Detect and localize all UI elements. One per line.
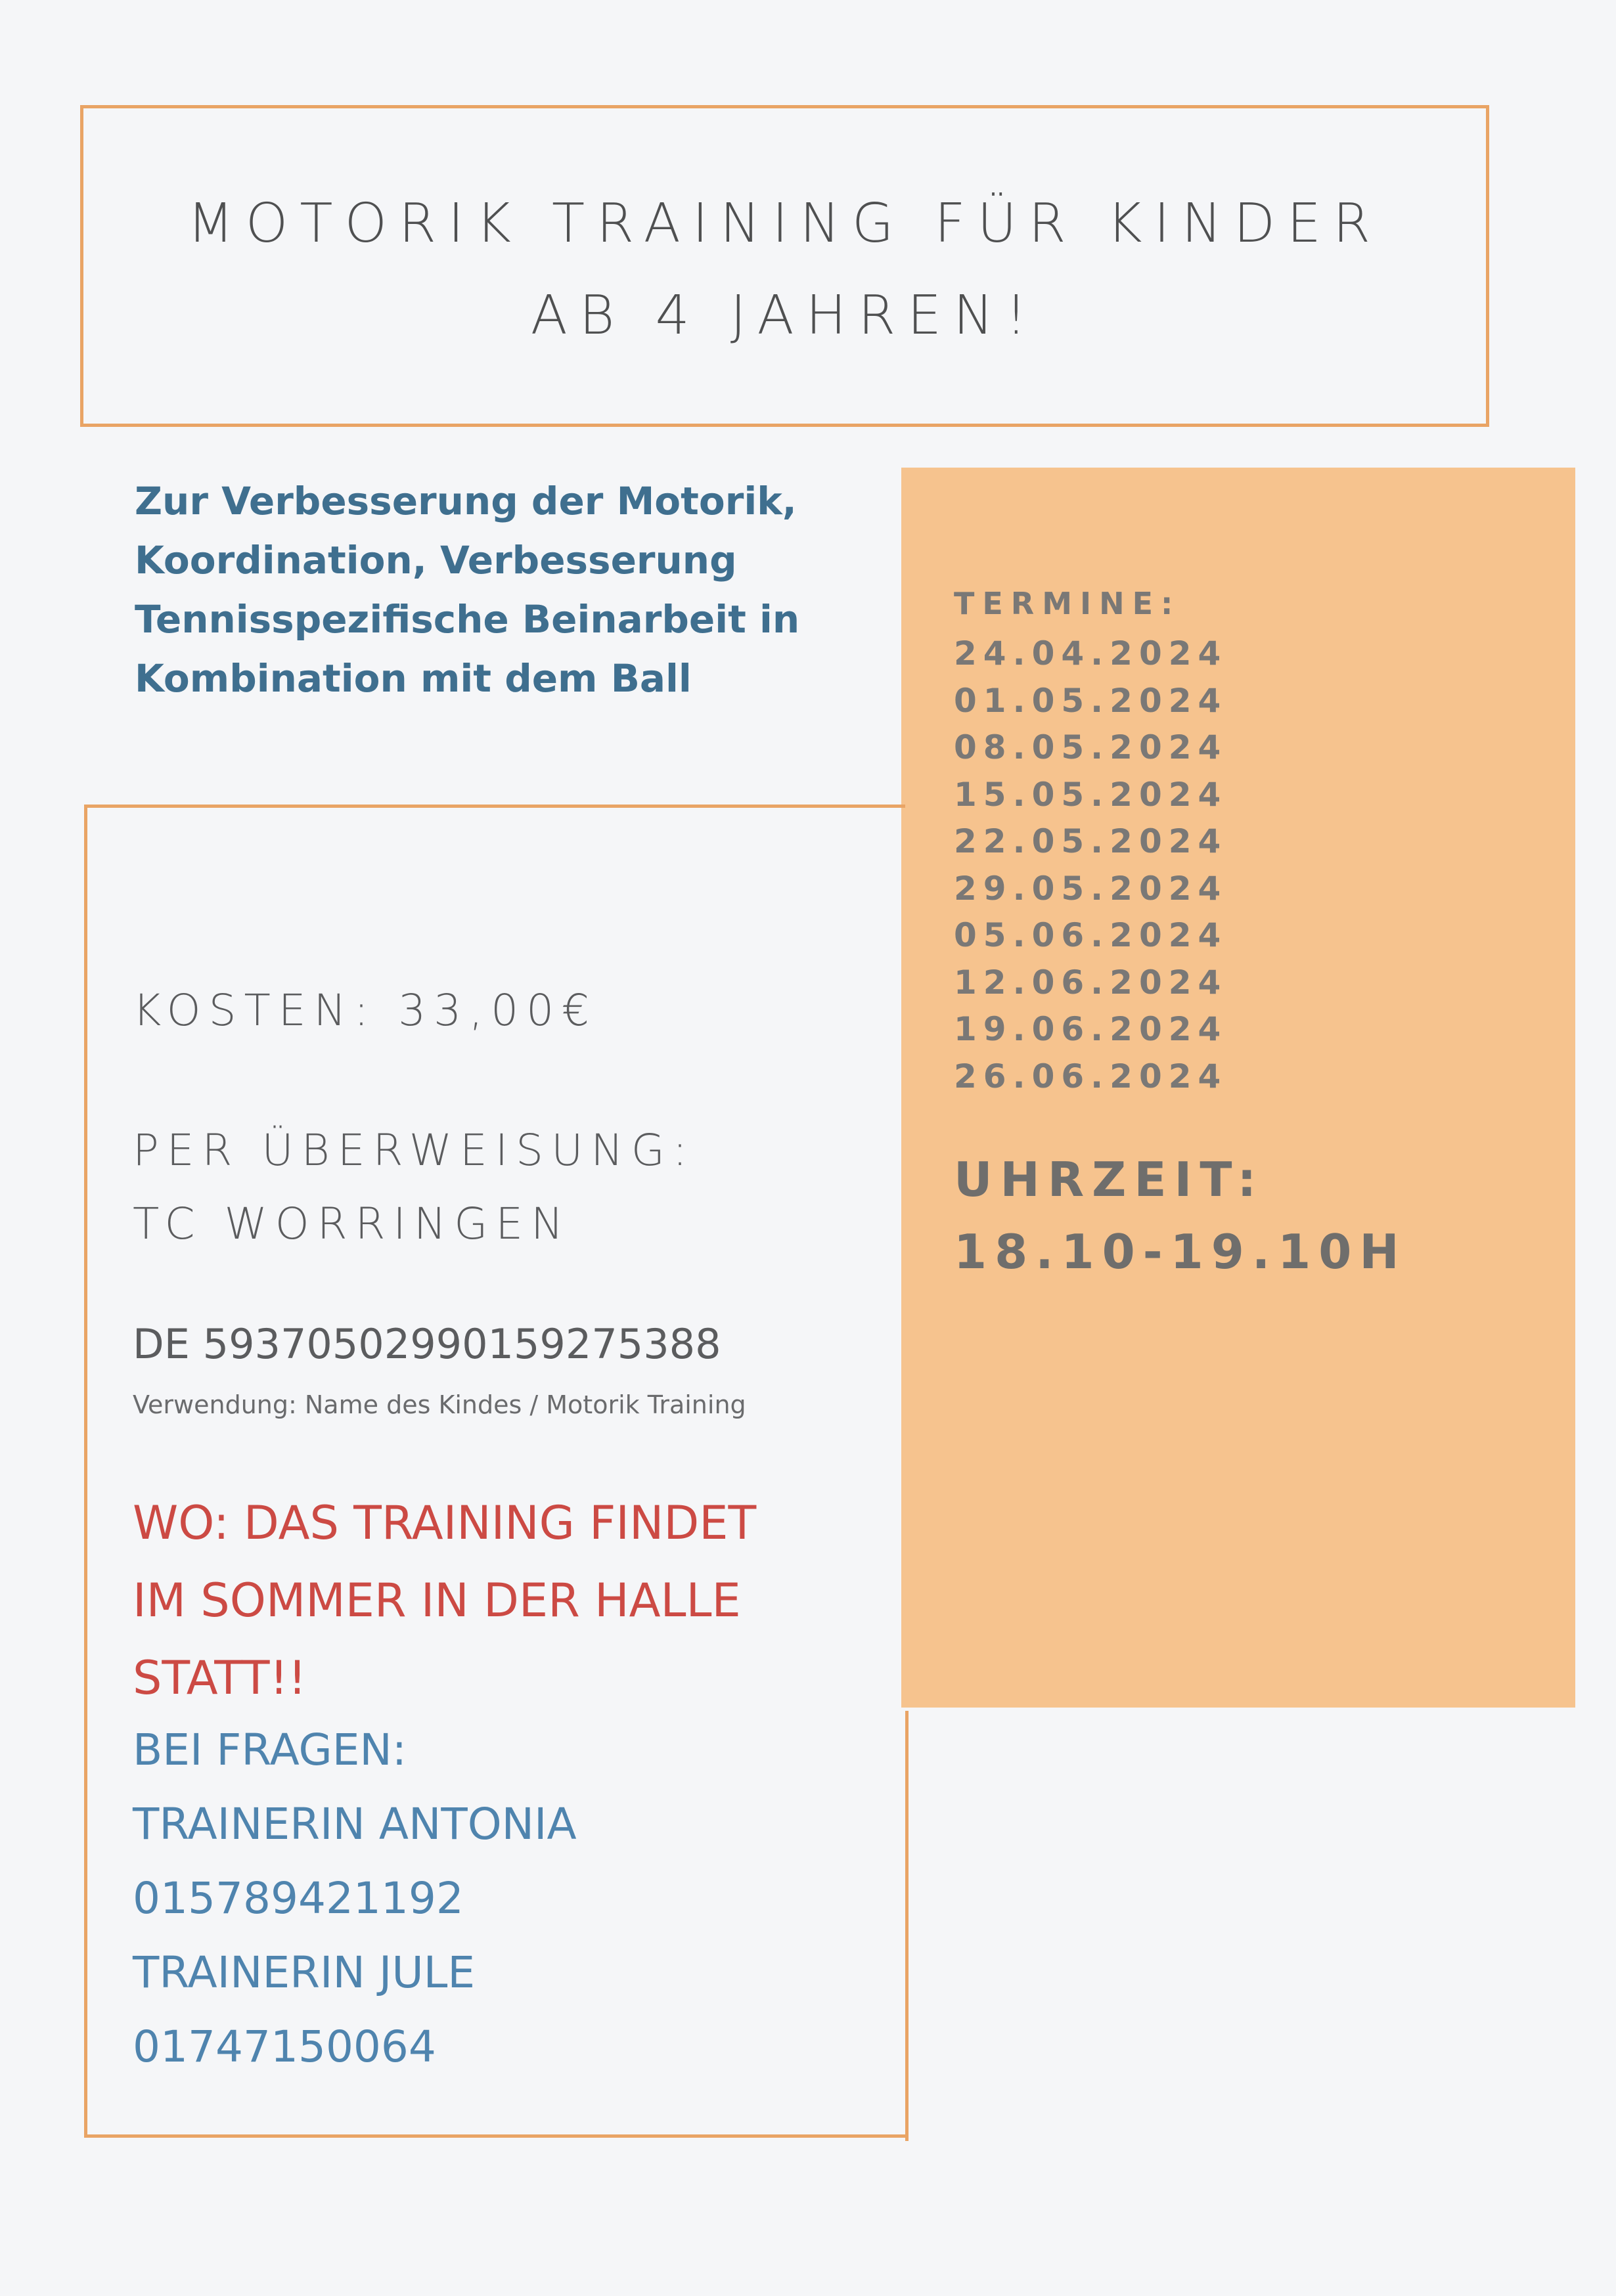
date-item: 05.06.2024 <box>954 916 1228 954</box>
title-line-1: MOTORIK TRAINING FÜR KINDER <box>187 192 1382 255</box>
time-label: UHRZEIT: <box>954 1152 1265 1207</box>
date-item: 12.06.2024 <box>954 963 1228 1002</box>
trainer-phone: 015789421192 <box>133 1873 464 1924</box>
contact-heading: BEI FRAGEN: <box>133 1725 407 1775</box>
intro-line: Kombination mit dem Ball <box>135 656 692 701</box>
transfer-line: PER ÜBERWEISUNG: <box>133 1125 696 1176</box>
date-item: 19.06.2024 <box>954 1010 1228 1048</box>
transfer-recipient: TC WORRINGEN <box>133 1199 572 1249</box>
location-notice <box>133 1484 868 1717</box>
iban-number: DE 59370502990159275388 <box>133 1320 721 1368</box>
date-item: 15.05.2024 <box>954 775 1228 814</box>
trainer-name: TRAINERIN ANTONIA <box>133 1799 577 1849</box>
date-item: 26.06.2024 <box>954 1057 1228 1095</box>
date-item: 08.05.2024 <box>954 728 1228 766</box>
intro-line: Zur Verbesserung der Motorik, <box>135 479 797 523</box>
cost-text: KOSTEN: 33,00€ <box>133 985 598 1036</box>
date-item: 24.04.2024 <box>954 634 1228 673</box>
trainer-name: TRAINERIN JULE <box>133 1947 476 1998</box>
time-value: 18.10-19.10H <box>954 1224 1407 1279</box>
location-line: IM SOMMER IN DER HALLE <box>133 1574 741 1627</box>
intro-line: Koordination, Verbesserung <box>135 538 737 583</box>
title-line-2: AB 4 JAHREN! <box>530 284 1039 347</box>
trainer-phone: 01747150064 <box>133 2021 436 2072</box>
title-box <box>80 105 1489 427</box>
payment-purpose: Verwendung: Name des Kindes / Motorik Training <box>133 1390 746 1419</box>
location-line: STATT!! <box>133 1651 307 1705</box>
intro-line: Tennisspezifische Beinarbeit in <box>135 597 800 642</box>
date-item: 22.05.2024 <box>954 822 1228 860</box>
date-list <box>954 630 1227 1100</box>
info-box-right-border <box>905 1711 909 2141</box>
date-item: 29.05.2024 <box>954 869 1228 908</box>
termine-label: TERMINE: <box>954 586 1181 621</box>
contact-info <box>133 1713 577 2084</box>
intro-text <box>135 472 884 708</box>
date-item: 01.05.2024 <box>954 681 1228 720</box>
transfer-info <box>133 1114 695 1261</box>
schedule-panel <box>901 468 1575 1708</box>
location-line: WO: DAS TRAINING FINDET <box>133 1496 757 1550</box>
